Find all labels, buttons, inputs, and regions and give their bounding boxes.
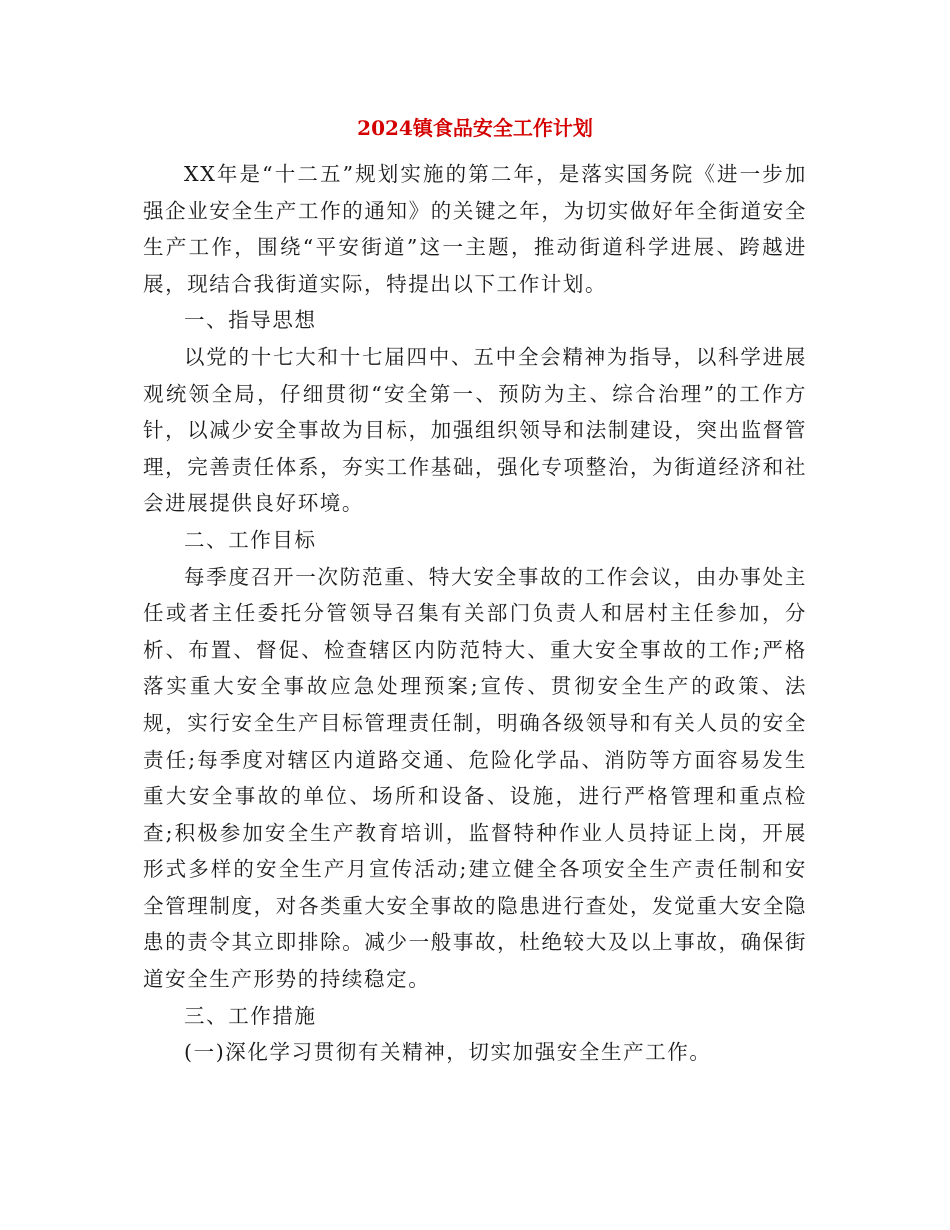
guiding-ideology-paragraph: 以党的十七大和十七届四中、五中全会精神为指导，以科学进展观统领全局，仔细贯彻“安全第一、预防为主、综合治理”的工作方针，以减少安全事故为目标，加强组织领导和法制建设，突出监督管理，完善责任体系，夯实工作基础，强化专项整治，为街道经济和社会进展提供良好环境。 — [143, 344, 807, 516]
section-heading-work-measures: 三、工作措施 — [184, 1003, 317, 1028]
intro-paragraph: XX年是“十二五”规划实施的第二年，是落实国务院《进一步加强企业安全生产工作的通知》的关键之年，为切实做好年全街道安全生产工作，围绕“平安街道”这一主题，推动街道科学进展、跨越进展，现结合我街道实际，特提出以下工作计划。 — [143, 162, 807, 296]
document-body — [143, 156, 807, 1071]
section-heading-work-goals: 二、工作目标 — [184, 527, 317, 552]
document-title: 2024镇食品安全工作计划 — [357, 116, 593, 140]
subsection-heading-1: (一)深化学习贯彻有关精神，切实加强安全生产工作。 — [184, 1040, 712, 1065]
work-goals-paragraph: 每季度召开一次防范重、特大安全事故的工作会议，由办事处主任或者主任委托分管领导召集有关部门负责人和居村主任参加，分析、布置、督促、检查辖区内防范特大、重大安全事故的工作;严格落实重大安全事故应急处理预案;宣传、贯彻安全生产的政策、法规，实行安全生产目标管理责任制，明确各级领导和有关人员的安全责任;每季度对辖区内道路交通、危险化学品、消防等方面容易发生重大安全事故的单位、场所和设备、设施，进行严格管理和重点检查;积极参加安全生产教育培训，监督特种作业人员持证上岗，开展形式多样的安全生产月宣传活动;建立健全各项安全生产责任制和安全管理制度，对各类重大安全事故的隐患进行查处，发觉重大安全隐患的责令其立即排除。减少一般事故，杜绝较大及以上事故，确保街道安全生产形势的持续稳定。 — [143, 564, 807, 992]
section-heading-guiding-ideology: 一、指导思想 — [184, 308, 317, 333]
